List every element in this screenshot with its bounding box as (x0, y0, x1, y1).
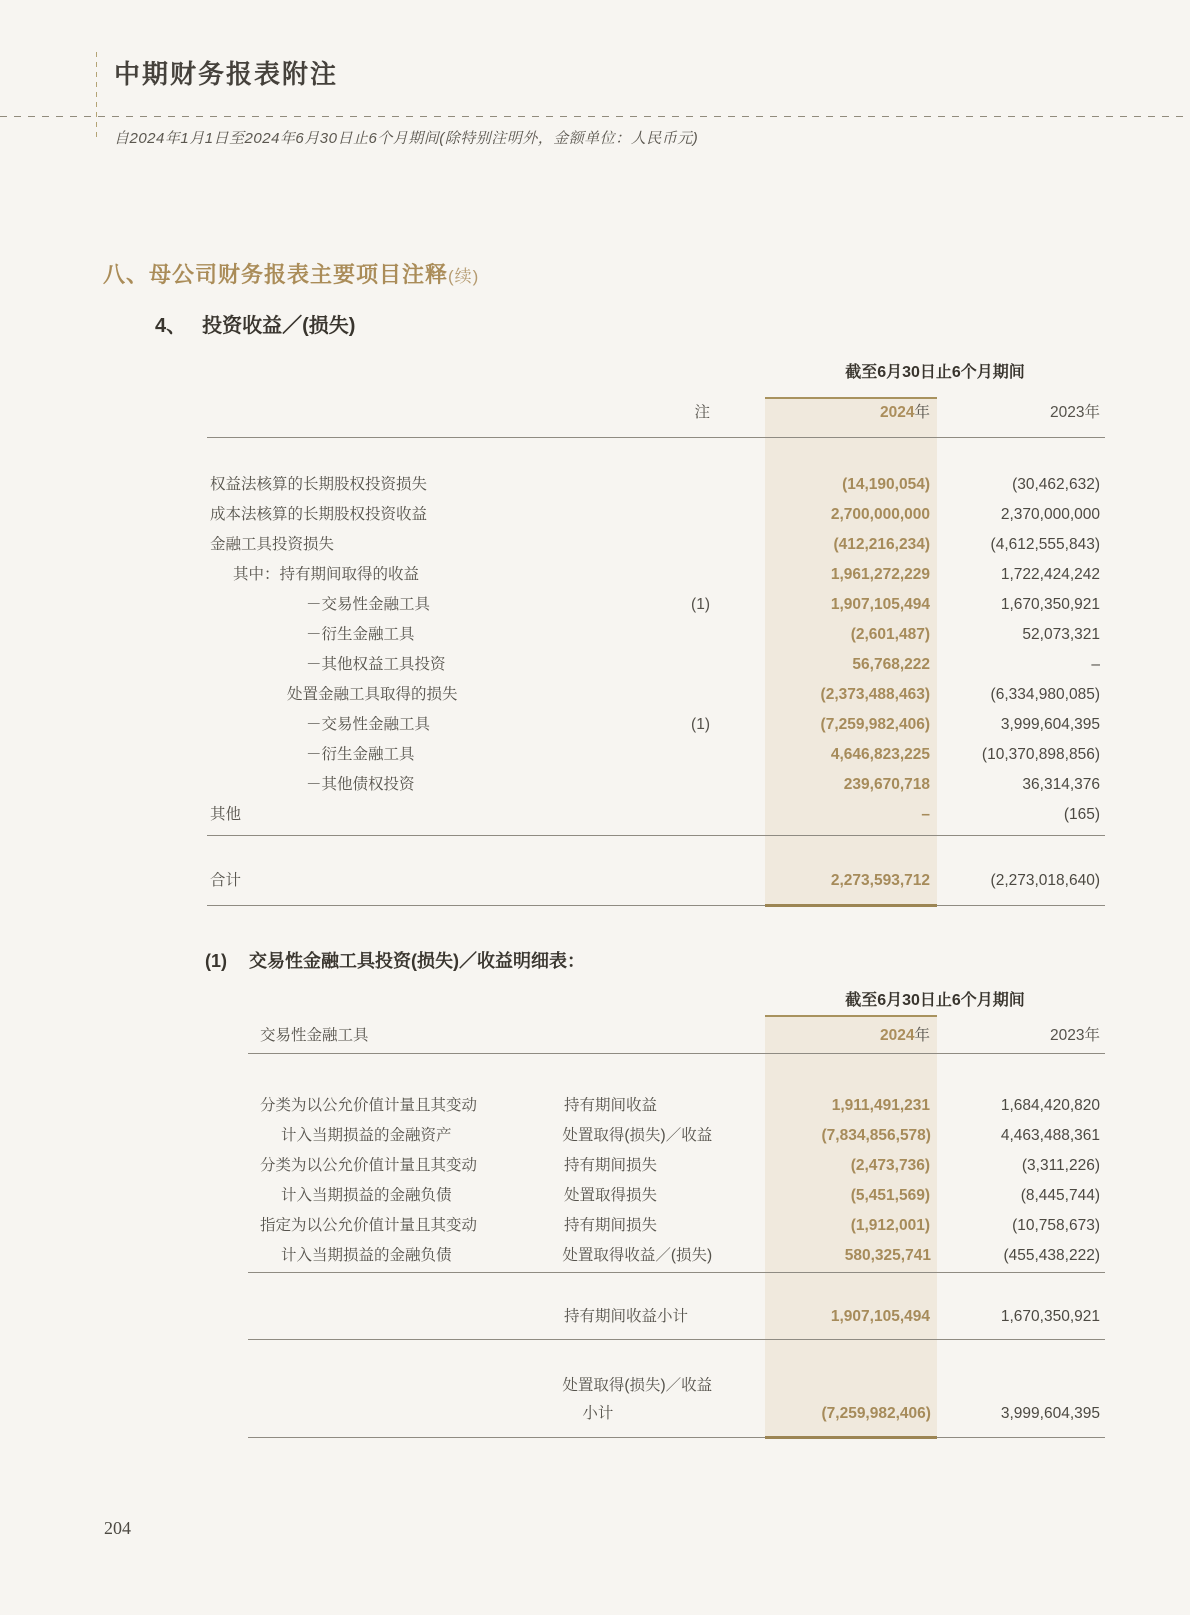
value-2023: (10,370,898,856) (981, 746, 1100, 763)
row-label: －其他权益工具投资 (306, 656, 446, 673)
row-label-line2: 小计 (582, 1405, 614, 1422)
trading-instruments-detail-table (248, 985, 1105, 1438)
period-header: 截至6月30日止6个月期间 (845, 364, 1025, 381)
value-2023: 36,314,376 (1022, 776, 1100, 793)
row-label: 合计 (210, 872, 242, 889)
row-label: 权益法核算的长期股权投资损失 (210, 476, 428, 493)
row-sublabel: 处置取得收益／(损失) (562, 1247, 713, 1264)
value-2024: 1,907,105,494 (830, 596, 930, 613)
row-sublabel: 处置取得(损失)／收益 (562, 1127, 713, 1144)
table-row (207, 710, 1105, 740)
value-2023: 1,670,350,921 (1000, 1308, 1100, 1325)
holding-period-subtotal-row (248, 1272, 1105, 1340)
value-2023: 3,999,604,395 (1000, 716, 1100, 733)
value-2023: (4,612,555,843) (990, 536, 1100, 553)
row-label: 分类为以公允价值计量且其变动 (260, 1157, 478, 1174)
table-header-row (248, 1015, 1105, 1053)
value-2024: (2,473,736) (850, 1157, 930, 1174)
value-2023: 3,999,604,395 (1000, 1405, 1100, 1422)
section-heading-suffix: (续) (448, 267, 480, 286)
value-2023: (3,311,226) (1021, 1157, 1100, 1174)
row-label: 指定为以公允价值计量且其变动 (260, 1217, 478, 1234)
value-2023: (8,445,744) (1020, 1187, 1100, 1204)
row-label (562, 1372, 712, 1437)
detail-number: (1) (205, 951, 227, 971)
value-2024: (412,216,234) (833, 536, 930, 553)
row-note: (1) (691, 596, 710, 613)
table-row (248, 1091, 1105, 1121)
table-row (207, 800, 1105, 830)
row-label: 计入当期损益的金融负债 (281, 1187, 452, 1204)
value-2024: 2,273,593,712 (830, 872, 930, 889)
row-label: 成本法核算的长期股权投资收益 (210, 506, 428, 523)
row-sublabel: 处置取得损失 (564, 1187, 658, 1204)
table-row (248, 1181, 1105, 1211)
year-2024-header: 2024年 (880, 1027, 930, 1044)
total-row (207, 835, 1105, 906)
value-2023: 52,073,321 (1022, 626, 1100, 643)
row-label: 计入当期损益的金融资产 (281, 1127, 452, 1144)
value-2024: 1,907,105,494 (830, 1308, 930, 1325)
row-label: 其他 (210, 806, 242, 823)
table-row (207, 740, 1105, 770)
gold-rule-bottom (765, 904, 937, 907)
table-row (207, 620, 1105, 650)
value-2024: (2,373,488,463) (820, 686, 930, 703)
row-label: 其中：持有期间取得的收益 (233, 566, 420, 583)
section-heading-text: 八、母公司财务报表主要项目注释 (103, 262, 449, 287)
table-row (207, 470, 1105, 500)
row-label: －其他债权投资 (306, 776, 415, 793)
row-label: 分类为以公允价值计量且其变动 (260, 1097, 478, 1114)
value-2024: – (921, 806, 930, 823)
table-row (207, 560, 1105, 590)
value-2023: (30,462,632) (1012, 476, 1100, 493)
value-2024: 239,670,718 (843, 776, 930, 793)
gold-rule-bottom (765, 1436, 937, 1439)
table-row (207, 650, 1105, 680)
value-2023: (10,758,673) (1012, 1217, 1100, 1234)
table-row (207, 590, 1105, 620)
row-label: 持有期间收益小计 (564, 1308, 689, 1325)
value-2023: 1,722,424,242 (1000, 566, 1100, 583)
row-sublabel: 持有期间损失 (564, 1157, 658, 1174)
detail-heading (205, 947, 585, 973)
value-2024: (7,834,856,578) (821, 1127, 931, 1144)
value-2023: – (1091, 656, 1100, 673)
table-row (248, 1151, 1105, 1181)
value-2023: (6,334,980,085) (990, 686, 1100, 703)
row-label-line1: 处置取得(损失)／收益 (562, 1377, 713, 1394)
table-body (207, 437, 1105, 830)
row-sublabel: 持有期间收益 (564, 1097, 658, 1114)
value-2023: (2,273,018,640) (990, 872, 1100, 889)
table-row (207, 500, 1105, 530)
year-2023-header: 2023年 (1050, 1027, 1100, 1044)
value-2023: 1,670,350,921 (1000, 596, 1100, 613)
table-row (207, 680, 1105, 710)
value-2024: (5,451,569) (850, 1187, 930, 1204)
table-row (248, 1241, 1105, 1271)
value-2023: (455,438,222) (1003, 1247, 1100, 1264)
table-row (248, 1211, 1105, 1241)
value-2024: (14,190,054) (842, 476, 930, 493)
value-2024: (2,601,487) (850, 626, 930, 643)
subsection-title: 投资收益／(损失) (202, 315, 356, 337)
table-header-row (207, 395, 1105, 427)
row-label: －衍生金融工具 (306, 746, 415, 763)
header-vertical-dashed-rule (96, 52, 97, 138)
value-2024: 580,325,741 (844, 1247, 931, 1264)
value-2024: 2,700,000,000 (830, 506, 930, 523)
note-column-header: 注 (694, 404, 710, 421)
table-row (207, 770, 1105, 800)
table-body (248, 1053, 1105, 1271)
row-header-label: 交易性金融工具 (260, 1027, 369, 1044)
detail-title: 交易性金融工具投资(损失)／收益明细表： (249, 951, 585, 971)
page-subtitle: 自2024年1月1日至2024年6月30日止6个月期间(除特别注明外，金额单位：人民币元) (114, 130, 699, 147)
value-2024: 1,911,491,231 (831, 1097, 930, 1114)
year-2024-header: 2024年 (880, 404, 930, 421)
investment-income-table (207, 355, 1105, 906)
row-label: －交易性金融工具 (306, 716, 431, 733)
page-title: 中期财务报表附注 (114, 60, 339, 89)
table-row (207, 530, 1105, 560)
section-heading (103, 258, 479, 289)
value-2024: (7,259,982,406) (821, 1405, 931, 1422)
subsection-heading (155, 309, 355, 338)
table-row (248, 1121, 1105, 1151)
row-sublabel: 持有期间损失 (564, 1217, 658, 1234)
value-2024: 56,768,222 (852, 656, 930, 673)
row-label: 计入当期损益的金融负债 (281, 1247, 452, 1264)
subsection-number: 4、 (155, 315, 187, 337)
value-2023: 4,463,488,361 (1000, 1127, 1100, 1144)
header-horizontal-dashed-rule (0, 116, 1190, 117)
year-2023-header: 2023年 (1050, 404, 1100, 421)
row-label: －衍生金融工具 (306, 626, 415, 643)
value-2024: (1,912,001) (850, 1217, 930, 1234)
value-2023: (165) (1063, 806, 1100, 823)
value-2024: 1,961,272,229 (830, 566, 930, 583)
row-label: 处置金融工具取得的损失 (287, 686, 458, 703)
row-label: 金融工具投资损失 (210, 536, 335, 553)
row-label: －交易性金融工具 (306, 596, 431, 613)
value-2024: 4,646,823,225 (830, 746, 930, 763)
page-number: 204 (104, 1518, 131, 1538)
value-2023: 1,684,420,820 (1000, 1097, 1100, 1114)
row-note: (1) (691, 716, 710, 733)
value-2024: (7,259,982,406) (820, 716, 930, 733)
value-2023: 2,370,000,000 (1000, 506, 1100, 523)
disposal-subtotal-row (248, 1340, 1105, 1438)
period-header: 截至6月30日止6个月期间 (845, 992, 1025, 1009)
